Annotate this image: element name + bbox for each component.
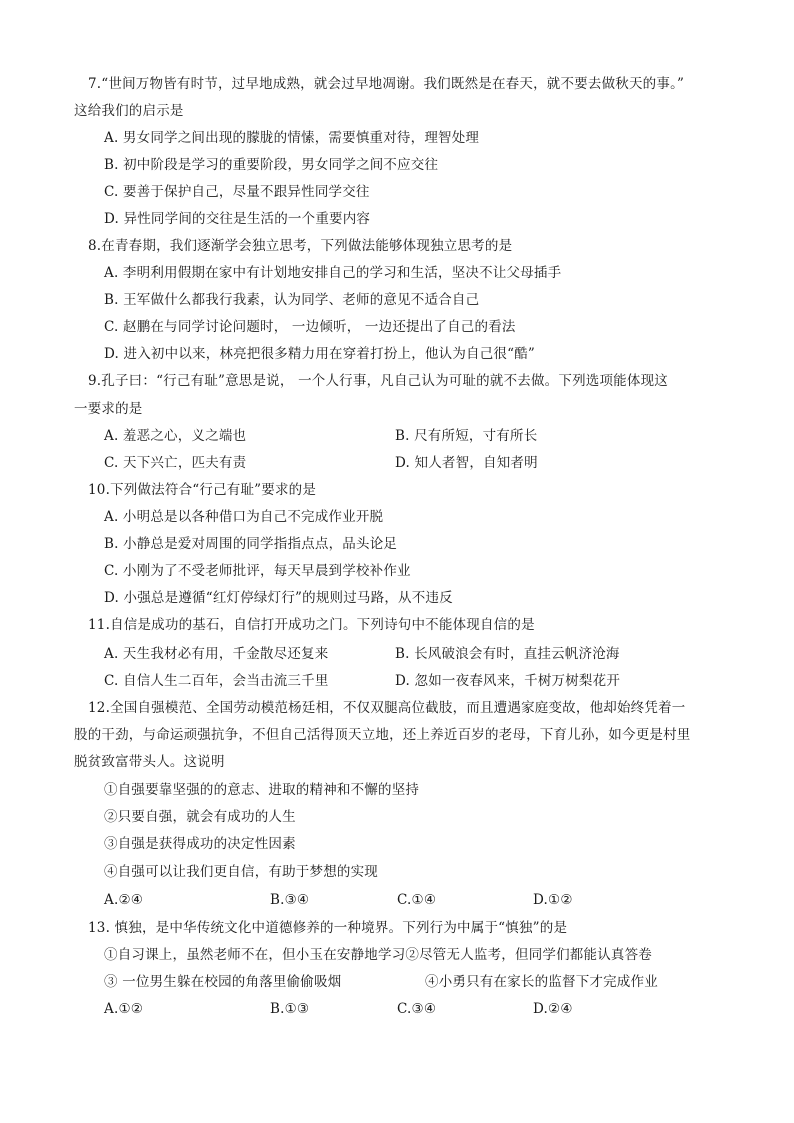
q7-stem-line-1: 7.“世间万物皆有时节，过早地成熟，就会过早地凋谢。我们既然是在春天，就不要去做秋天的事。” (88, 76, 685, 92)
q13-statement-3: ③ 一位男生躲在校园的角落里偷偷吸烟 (104, 974, 342, 990)
q11-option-d: D. 忽如一夜春风来，千树万树梨花开 (395, 673, 621, 689)
q13-stem: 13. 慎独，是中华传统文化中道德修养的一种境界。下列行为中属于“慎独”的是 (88, 920, 568, 936)
q7-stem-line-2: 这给我们的启示是 (74, 103, 184, 119)
q8-stem: 8.在青春期，我们逐渐学会独立思考，下列做法能够体现独立思考的是 (88, 238, 513, 254)
q7-option-b: B. 初中阶段是学习的重要阶段，男女同学之间不应交往 (104, 157, 439, 173)
q12-stem-line-3: 脱贫致富带头人。这说明 (74, 754, 225, 770)
q13-option-b: B.①③ (270, 1001, 310, 1017)
q8-option-b: B. 王军做什么都我行我素，认为同学、老师的意见不适合自己 (104, 292, 480, 308)
q7-option-a: A. 男女同学之间出现的朦胧的情愫，需要慎重对待，理智处理 (104, 130, 480, 146)
q13-statement-4: ④小勇只有在家长的监督下才完成作业 (425, 974, 658, 990)
q9-option-b: B. 尺有所短，寸有所长 (395, 428, 538, 444)
q11-stem: 11.自信是成功的基石，自信打开成功之门。下列诗句中不能体现自信的是 (88, 617, 535, 633)
q11-option-a: A. 天生我材必有用，千金散尽还复来 (104, 646, 329, 662)
q10-option-d: D. 小强总是遵循“红灯停绿灯行”的规则过马路，从不违反 (104, 590, 453, 606)
q12-option-c: C.①④ (397, 892, 437, 908)
q8-option-a: A. 李明利用假期在家中有计划地安排自己的学习和生活，坚决不让父母插手 (104, 265, 562, 281)
q11-option-c: C. 自信人生二百年，会当击流三千里 (104, 673, 329, 689)
q9-stem-line-2: 一要求的是 (74, 401, 143, 417)
q12-statement-4: ④自强可以让我们更自信，有助于梦想的实现 (104, 864, 378, 880)
q12-stem-line-2: 股的干劲，与命运顽强抗争，不但自己活得顶天立地，还上养近百岁的老母，下育儿孙，如今更是村里 (74, 727, 691, 743)
q7-option-d: D. 异性同学间的交往是生活的一个重要内容 (104, 211, 371, 227)
q10-stem: 10.下列做法符合“行己有耻”要求的是 (88, 482, 317, 498)
q8-option-c: C. 赵鹏在与同学讨论问题时， 一边倾听， 一边还提出了自己的看法 (104, 319, 516, 335)
q9-option-a: A. 羞恶之心，义之端也 (104, 428, 247, 444)
q8-option-d: D. 进入初中以来，林亮把很多精力用在穿着打扮上，他认为自己很“酷” (104, 346, 536, 362)
q12-statement-1: ①自强要靠坚强的的意志、进取的精神和不懈的坚持 (104, 782, 420, 798)
q9-option-d: D. 知人者智，自知者明 (395, 455, 538, 471)
q13-option-c: C.③④ (397, 1001, 437, 1017)
q9-option-c: C. 天下兴亡，匹夫有责 (104, 455, 247, 471)
q10-option-c: C. 小刚为了不受老师批评，每天早晨到学校补作业 (104, 563, 411, 579)
q10-option-b: B. 小静总是爱对周围的同学指指点点，品头论足 (104, 536, 398, 552)
q12-option-d: D.①② (533, 892, 573, 908)
q13-statements-line-1: ①自习课上，虽然老师不在，但小玉在安静地学习②尽管无人监考，但同学们都能认真答卷 (104, 947, 652, 963)
q13-option-a: A.①② (104, 1001, 144, 1017)
q12-statement-2: ②只要自强，就会有成功的人生 (104, 809, 296, 825)
q13-option-d: D.②④ (533, 1001, 573, 1017)
q12-option-a: A.②④ (104, 892, 144, 908)
q9-stem-line-1: 9.孔子曰：“行己有耻”意思是说， 一个人行事，凡自己认为可耻的就不去做。下列选项能体现这 (88, 373, 668, 389)
q10-option-a: A. 小明总是以各种借口为自己不完成作业开脱 (104, 509, 384, 525)
q12-statement-3: ③自强是获得成功的决定性因素 (104, 836, 296, 852)
q12-option-b: B.③④ (270, 892, 310, 908)
q7-option-c: C. 要善于保护自己，尽量不跟异性同学交往 (104, 184, 370, 200)
q11-option-b: B. 长风破浪会有时，直挂云帆济沧海 (395, 646, 620, 662)
q12-stem-line-1: 12.全国自强模范、全国劳动模范杨廷相，不仅双腿高位截肢，而且遭遇家庭变故，他却始终凭着一 (88, 700, 686, 716)
